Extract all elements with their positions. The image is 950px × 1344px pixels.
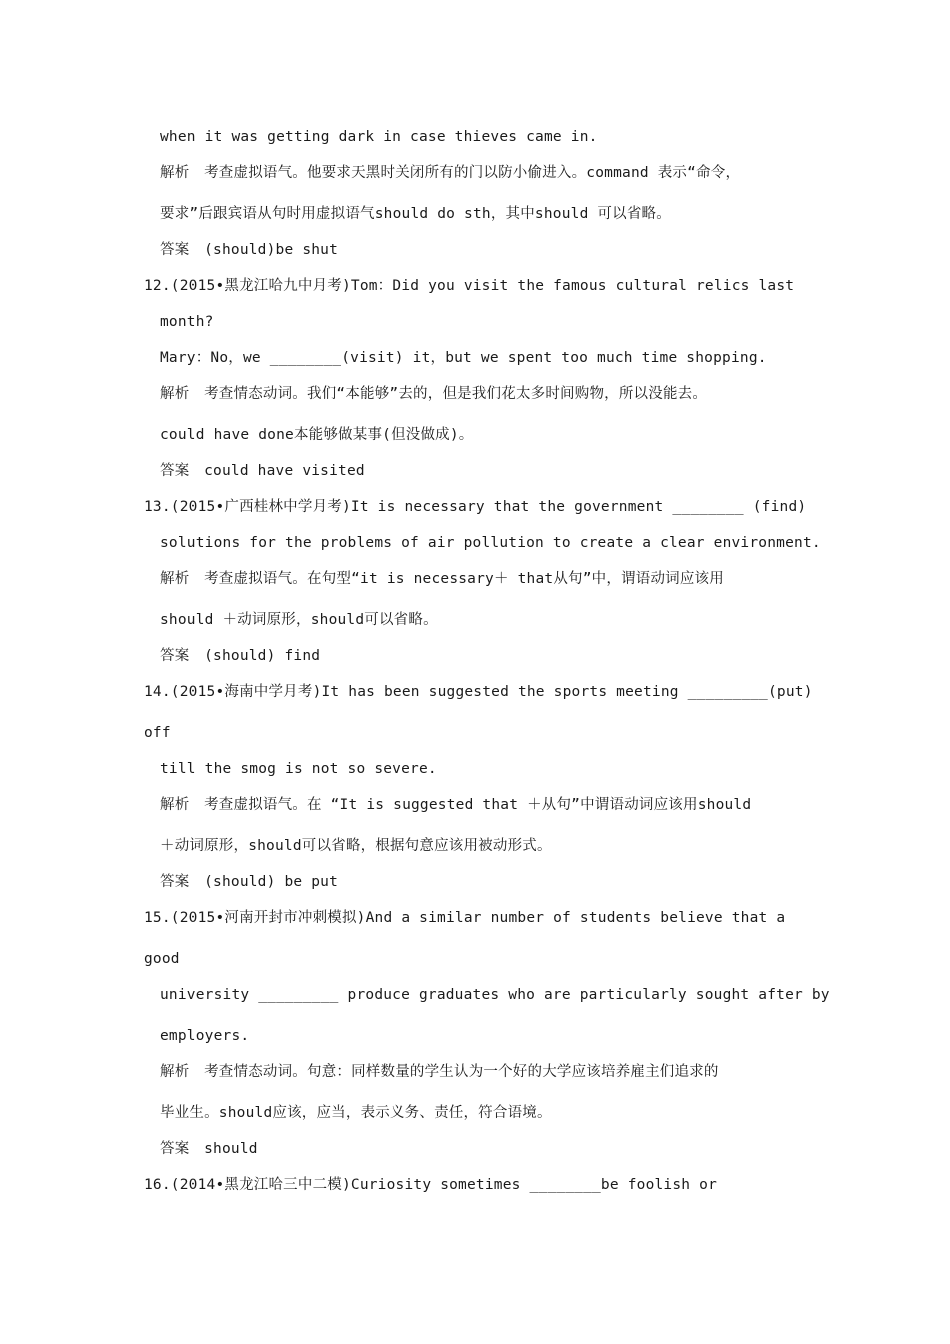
- question-13: 13.(2015•广西桂林中学月考)It is necessary that the government ________ (find): [144, 499, 807, 515]
- text-line: good: [144, 951, 180, 967]
- explanation-line: could have done本能够做某事(但没做成)。: [160, 427, 474, 443]
- explanation-line: 要求”后跟宾语从句时用虚拟语气should do sth，其中should 可以省略。: [160, 206, 671, 222]
- explanation-line: 毕业生。should应该，应当，表示义务、责任，符合语境。: [160, 1105, 552, 1121]
- question-14: 14.(2015•海南中学月考)It has been suggested the sports meeting _________(put): [144, 684, 813, 700]
- question-12: 12.(2015•黑龙江哈九中月考)Tom：Did you visit the famous cultural relics last: [144, 278, 795, 294]
- text-line: solutions for the problems of air pollution to create a clear environment.: [160, 535, 821, 551]
- text-line: university _________ produce graduates who are particularly sought after by: [160, 987, 830, 1003]
- text-line: till the smog is not so severe.: [160, 761, 437, 777]
- question-16: 16.(2014•黑龙江哈三中二模)Curiosity sometimes ________be foolish or: [144, 1177, 718, 1193]
- explanation-line: 解析 考查虚拟语气。在 “It is suggested that ＋从句”中谓语动词应该用should: [160, 797, 752, 813]
- explanation-line: ＋动词原形，should可以省略，根据句意应该用被动形式。: [160, 838, 552, 854]
- text-line: Mary：No，we ________(visit) it，but we spent too much time shopping.: [160, 350, 767, 366]
- text-line: employers.: [160, 1028, 250, 1044]
- explanation-line: 解析 考查虚拟语气。在句型“it is necessary＋ that从句”中，谓语动词应该用: [160, 571, 724, 587]
- text-line: off: [144, 725, 171, 741]
- answer-line: 答案 (should)be shut: [160, 242, 339, 258]
- answer-line: 答案 could have visited: [160, 463, 365, 479]
- answer-line: 答案 should: [160, 1141, 258, 1157]
- answer-line: 答案 (should) find: [160, 648, 321, 664]
- answer-line: 答案 (should) be put: [160, 874, 339, 890]
- explanation-line: 解析 考查虚拟语气。他要求天黑时关闭所有的门以防小偷进入。command 表示“命令，: [160, 165, 741, 181]
- text-line: month?: [160, 314, 214, 330]
- text-line: when it was getting dark in case thieves came in.: [160, 129, 598, 145]
- question-15: 15.(2015•河南开封市冲刺模拟)And a similar number of students believe that a: [144, 910, 786, 926]
- explanation-line: 解析 考查情态动词。句意：同样数量的学生认为一个好的大学应该培养雇主们追求的: [160, 1064, 719, 1080]
- explanation-line: 解析 考查情态动词。我们“本能够”去的，但是我们花太多时间购物，所以没能去。: [160, 386, 708, 402]
- explanation-line: should ＋动词原形，should可以省略。: [160, 612, 438, 628]
